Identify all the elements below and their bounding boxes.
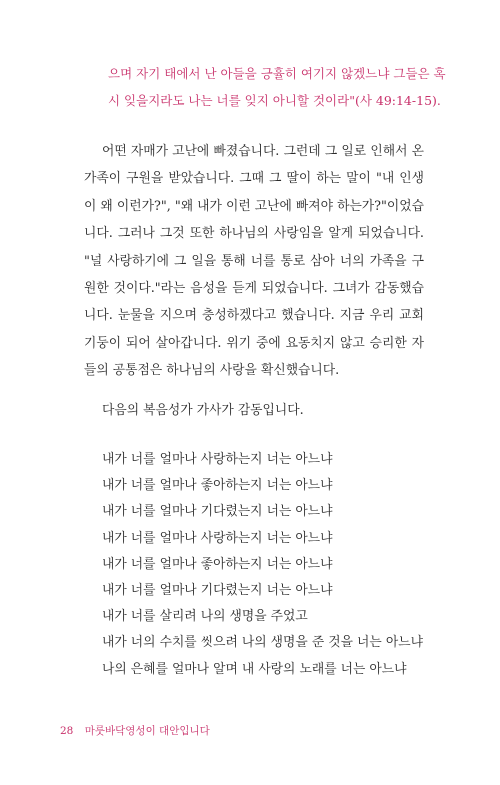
lyric-line: 내가 너를 얼마나 사랑하는지 너는 아느냐 bbox=[102, 452, 333, 467]
quote-line: 시 잊을지라도 나는 너를 잊지 아니할 것이라"(사 49:14-15). bbox=[108, 93, 441, 108]
page-footer bbox=[60, 723, 210, 738]
lyric-line: 내가 너를 얼마나 좋아하는지 너는 아느냐 bbox=[102, 478, 333, 494]
song-lyrics bbox=[102, 447, 432, 683]
intro-text: 다음의 복음성가 가사가 감동입니다. bbox=[102, 403, 304, 418]
scripture-quote bbox=[108, 60, 446, 114]
quote-line: 으며 자기 태에서 난 아들을 긍휼히 여기지 않겠느냐 그들은 혹 bbox=[108, 66, 446, 81]
page-number: 28 bbox=[60, 725, 74, 737]
book-title: 마룻바닥영성이 대안입니다 bbox=[84, 725, 210, 737]
lyric-line: 내가 너를 얼마나 기다렸는지 너는 아느냐 bbox=[102, 583, 333, 599]
lyric-line: 내가 너를 얼마나 좋아하는지 너는 아느냐 bbox=[102, 556, 333, 572]
lyric-line: 내가 너를 얼마나 사랑하는지 너는 아느냐 bbox=[102, 530, 333, 546]
lyrics-intro bbox=[102, 397, 422, 424]
lyric-line: 내가 너의 수치를 씻으려 나의 생명을 준 것을 너는 아느냐 bbox=[102, 635, 423, 651]
paragraph-text: 어떤 자매가 고난에 빠졌습니다. 그런데 그 일로 인해서 온 가족이 구원을 받았습니다. 그때 그 딸이 하는 말이 "내 인생이 왜 이런가?", "왜 내가 이런 고난에 빠져야 하는가?"이었습니다. 그러나 그것 또한 하나님의 사랑임을 알게 되었습니다. "널 사랑하기에 그 일을 통해 너를 통로 삼아 너의 가족을 구원한 것이다."라는 음성을 듣게 되었습니다. 그녀가 감동했습니다. 눈물을 지으며 충성하겠다고 했습니다. 지금 우리 교회 기둥이 되어 살아갑니다. 위기 중에 요동치지 않고 승리한 자들의 공통점은 하나님의 사랑을 확신했습니다. bbox=[84, 144, 424, 379]
lyric-line: 내가 너를 얼마나 기다렸는지 너는 아느냐 bbox=[102, 504, 333, 520]
lyric-line: 나의 은혜를 얼마나 알며 내 사랑의 노래를 너는 아느냐 bbox=[102, 661, 407, 677]
lyric-line: 내가 너를 살리려 나의 생명을 주었고 bbox=[102, 609, 308, 625]
body-paragraph bbox=[84, 138, 424, 385]
